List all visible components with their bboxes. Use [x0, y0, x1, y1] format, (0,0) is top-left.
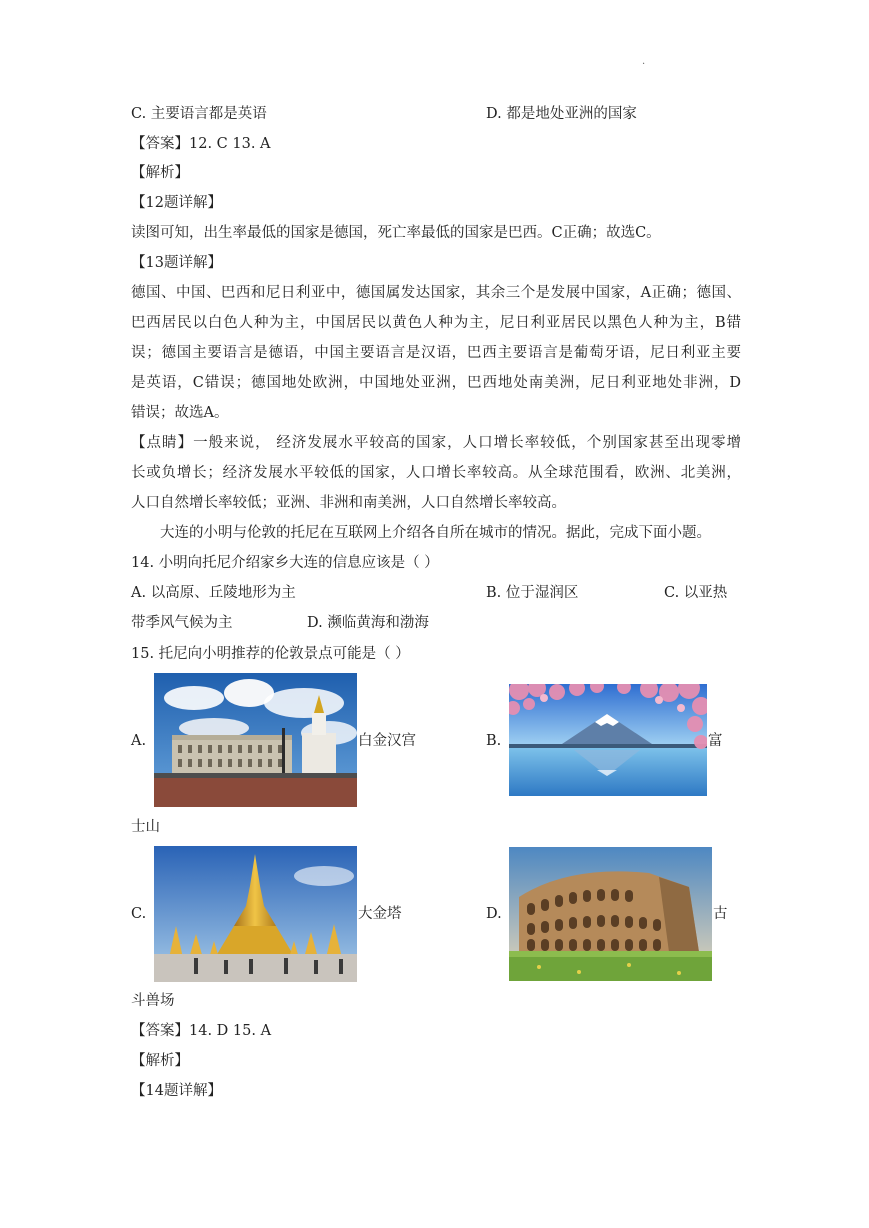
mount-fuji-photo [509, 684, 707, 796]
analysis-label: 【解析】 [131, 165, 189, 181]
group-intro: 大连的小明与伦敦的托尼在互联网上介绍各自所在城市的情况。据此，完成下面小题。 [160, 525, 711, 541]
q13-line: 是英语，C错误；德国地处欧洲，中国地处亚洲，巴西地处南美洲，尼日利亚地处非洲，D [131, 375, 741, 391]
q14-option-c: C. 以亚热 [664, 585, 728, 601]
q13-line: 误；德国主要语言是德语，中国主要语言是汉语，巴西主要语言是葡萄牙语，尼日利亚主要 [131, 345, 741, 361]
tip-line: 长或负增长；经济发展水平较低的国家，人口增长率较高。从全球范围看，欧洲、北美洲， [131, 465, 741, 481]
q15-stem: 15. 托尼向小明推荐的伦敦景点可能是（ ） [131, 646, 410, 662]
q15-option-c-letter: C. [131, 906, 147, 922]
q14-option-c-cont: 带季风气候为主 [131, 615, 233, 631]
q12-heading: 【12题详解】 [131, 195, 222, 211]
q15-option-d-label: 古 [713, 906, 728, 922]
q14-option-d: D. 濒临黄海和渤海 [307, 615, 429, 631]
q14-heading: 【14题详解】 [131, 1083, 222, 1099]
q14-option-b: B. 位于湿润区 [486, 585, 579, 601]
option-d-q11: D. 都是地处亚洲的国家 [486, 106, 637, 122]
q13-line: 巴西居民以白色人种为主，中国居民以黄色人种为主，尼日利亚居民以黑色人种为主，B错 [131, 315, 741, 331]
tip-line: 人口自然增长率较低；亚洲、非洲和南美洲，人口自然增长率较高。 [131, 495, 566, 511]
q14-stem: 14. 小明向托尼介绍家乡大连的信息应该是（ ） [131, 555, 439, 571]
q12-explanation: 读图可知，出生率最低的国家是德国，死亡率最低的国家是巴西。C正确；故选C。 [131, 225, 661, 241]
q15-option-b-label: 富 [708, 733, 723, 749]
golden-pagoda-photo [154, 846, 357, 982]
colosseum-photo [509, 847, 712, 981]
q15-option-b-label-cont: 士山 [131, 819, 160, 835]
tip-line: 【点睛】一般来说， 经济发展水平较高的国家，人口增长率较低，个别国家甚至出现零增 [131, 435, 741, 451]
buckingham-palace-photo [154, 673, 357, 807]
q15-option-a-label: 白金汉宫 [358, 733, 416, 749]
analysis-label: 【解析】 [131, 1053, 189, 1069]
answer-12-13: 【答案】12. C 13. A [131, 136, 271, 152]
page-mark: . [642, 56, 646, 67]
answer-14-15: 【答案】14. D 15. A [131, 1023, 272, 1039]
q15-option-a-letter: A. [131, 733, 147, 749]
q13-line: 错误；故选A。 [131, 405, 229, 421]
q13-line: 德国、中国、巴西和尼日利亚中，德国属发达国家，其余三个是发展中国家，A正确；德国、 [131, 285, 741, 301]
q15-option-b-letter: B. [486, 733, 502, 749]
q15-option-d-label-cont: 斗兽场 [131, 993, 175, 1009]
q14-option-a: A. 以高原、丘陵地形为主 [131, 585, 296, 601]
q15-option-c-label: 大金塔 [358, 906, 402, 922]
option-c-q11: C. 主要语言都是英语 [131, 106, 267, 122]
q15-option-d-letter: D. [486, 906, 502, 922]
q13-heading: 【13题详解】 [131, 255, 222, 271]
